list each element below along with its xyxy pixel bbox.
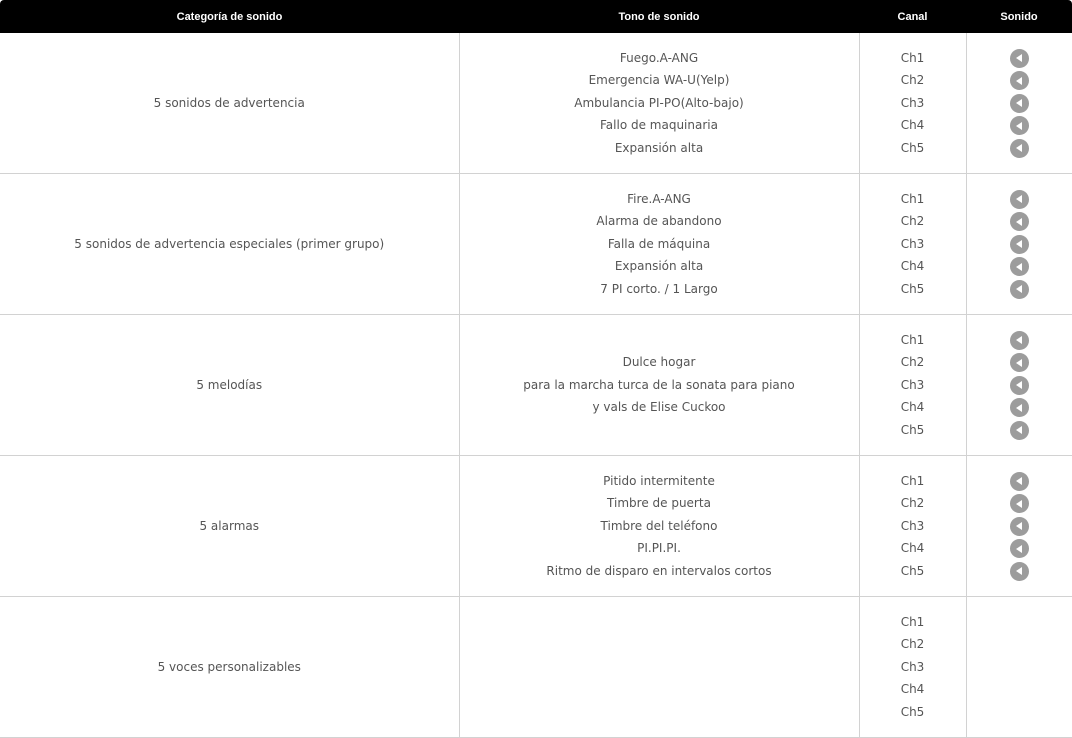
play-item [967,188,1072,211]
tone-list [460,351,859,419]
category-label: 5 sonidos de advertencia especiales (primer grupo) [74,237,384,251]
channel-list [860,47,966,160]
channel-item: Ch3 [860,233,966,256]
tone-cell [459,456,859,597]
play-icon [1016,122,1022,130]
play-item [967,351,1072,374]
header-tone: Tono de sonido [459,0,859,33]
play-list [967,188,1072,301]
play-button[interactable] [1010,94,1029,113]
tone-item: Fire.A-ANG [460,188,859,211]
tone-item: Falla de máquina [460,233,859,256]
play-icon [1016,426,1022,434]
play-item [967,492,1072,515]
play-icon [1016,359,1022,367]
tone-item: Timbre del teléfono [460,515,859,538]
channel-item: Ch3 [860,656,966,679]
channel-list [860,188,966,301]
play-item [967,396,1072,419]
category-cell [0,33,459,174]
play-item [967,92,1072,115]
category-label: 5 melodías [196,378,262,392]
tone-cell [459,315,859,456]
header-row [0,0,1072,33]
tone-list [460,47,859,160]
play-item [967,114,1072,137]
play-icon [1016,381,1022,389]
play-icon [1016,336,1022,344]
play-button[interactable] [1010,398,1029,417]
tone-item: Ambulancia PI-PO(Alto-bajo) [460,92,859,115]
play-item [967,255,1072,278]
play-button[interactable] [1010,562,1029,581]
channel-item: Ch2 [860,351,966,374]
channel-item: Ch3 [860,374,966,397]
channel-cell [859,456,966,597]
play-button[interactable] [1010,353,1029,372]
channel-item: Ch2 [860,69,966,92]
play-icon [1016,195,1022,203]
channel-cell [859,597,966,738]
play-icon [1016,545,1022,553]
sound-cell [966,597,1072,738]
tone-item: PI.PI.PI. [460,537,859,560]
play-icon [1016,99,1022,107]
category-cell [0,597,459,738]
tone-item: Ritmo de disparo en intervalos cortos [460,560,859,583]
channel-item: Ch1 [860,611,966,634]
channel-item: Ch2 [860,633,966,656]
channel-list [860,611,966,724]
play-item [967,419,1072,442]
play-list [967,47,1072,160]
play-icon [1016,522,1022,530]
tone-item: Dulce hogar [460,351,859,374]
play-item [967,233,1072,256]
play-icon [1016,144,1022,152]
table-header [0,0,1072,33]
category-label: 5 voces personalizables [158,660,301,674]
tone-list [460,470,859,583]
tone-item: Alarma de abandono [460,210,859,233]
play-icon [1016,477,1022,485]
play-button[interactable] [1010,116,1029,135]
header-sound: Sonido [966,0,1072,33]
tone-cell [459,597,859,738]
play-button[interactable] [1010,421,1029,440]
tone-item: Fallo de maquinaria [460,114,859,137]
play-button[interactable] [1010,212,1029,231]
play-icon [1016,77,1022,85]
tone-item: Timbre de puerta [460,492,859,515]
play-button[interactable] [1010,235,1029,254]
play-item [967,329,1072,352]
channel-item: Ch4 [860,537,966,560]
play-item [967,210,1072,233]
tone-item: Emergencia WA-U(Yelp) [460,69,859,92]
category-label: 5 sonidos de advertencia [154,96,305,110]
play-item [967,537,1072,560]
sound-cell [966,315,1072,456]
channel-item: Ch5 [860,137,966,160]
tone-item: Fuego.A-ANG [460,47,859,70]
play-icon [1016,263,1022,271]
header-category: Categoría de sonido [0,0,459,33]
channel-item: Ch5 [860,701,966,724]
channel-item: Ch4 [860,114,966,137]
table-row [0,597,1072,738]
tone-item: 7 PI corto. / 1 Largo [460,278,859,301]
tone-item: Expansión alta [460,255,859,278]
table-body [0,33,1072,738]
sound-cell [966,33,1072,174]
play-icon [1016,567,1022,575]
table-row [0,174,1072,315]
header-channel: Canal [859,0,966,33]
category-cell [0,315,459,456]
tone-list [460,188,859,301]
tone-item: Pitido intermitente [460,470,859,493]
play-item [967,515,1072,538]
channel-item: Ch2 [860,492,966,515]
channel-cell [859,33,966,174]
channel-item: Ch2 [860,210,966,233]
channel-item: Ch1 [860,188,966,211]
channel-item: Ch5 [860,560,966,583]
play-icon [1016,218,1022,226]
play-button[interactable] [1010,472,1029,491]
category-cell [0,174,459,315]
category-label: 5 alarmas [199,519,259,533]
play-icon [1016,285,1022,293]
play-icon [1016,500,1022,508]
play-button[interactable] [1010,376,1029,395]
play-list [967,470,1072,583]
play-button[interactable] [1010,71,1029,90]
channel-item: Ch5 [860,278,966,301]
play-item [967,560,1072,583]
tone-cell [459,33,859,174]
channel-list [860,329,966,442]
channel-item: Ch1 [860,470,966,493]
play-item [967,278,1072,301]
tone-cell [459,174,859,315]
play-icon [1016,54,1022,62]
play-item [967,470,1072,493]
channel-item: Ch4 [860,255,966,278]
channel-item: Ch3 [860,515,966,538]
play-button[interactable] [1010,331,1029,350]
play-button[interactable] [1010,494,1029,513]
sound-cell [966,456,1072,597]
channel-item: Ch1 [860,47,966,70]
table-row [0,33,1072,174]
tone-item: para la marcha turca de la sonata para piano [460,374,859,397]
channel-list [860,470,966,583]
channel-item: Ch1 [860,329,966,352]
play-icon [1016,240,1022,248]
channel-cell [859,315,966,456]
play-button[interactable] [1010,139,1029,158]
table-row [0,456,1072,597]
play-button[interactable] [1010,257,1029,276]
play-button[interactable] [1010,280,1029,299]
play-item [967,47,1072,70]
play-list [967,329,1072,442]
channel-item: Ch4 [860,396,966,419]
sound-cell [966,174,1072,315]
tone-item: y vals de Elise Cuckoo [460,396,859,419]
channel-item: Ch5 [860,419,966,442]
play-button[interactable] [1010,190,1029,209]
play-item [967,374,1072,397]
play-button[interactable] [1010,49,1029,68]
category-cell [0,456,459,597]
play-button[interactable] [1010,517,1029,536]
channel-cell [859,174,966,315]
play-item [967,137,1072,160]
tone-item: Expansión alta [460,137,859,160]
play-icon [1016,404,1022,412]
channel-item: Ch4 [860,678,966,701]
play-item [967,69,1072,92]
channel-item: Ch3 [860,92,966,115]
play-button[interactable] [1010,539,1029,558]
table-row [0,315,1072,456]
